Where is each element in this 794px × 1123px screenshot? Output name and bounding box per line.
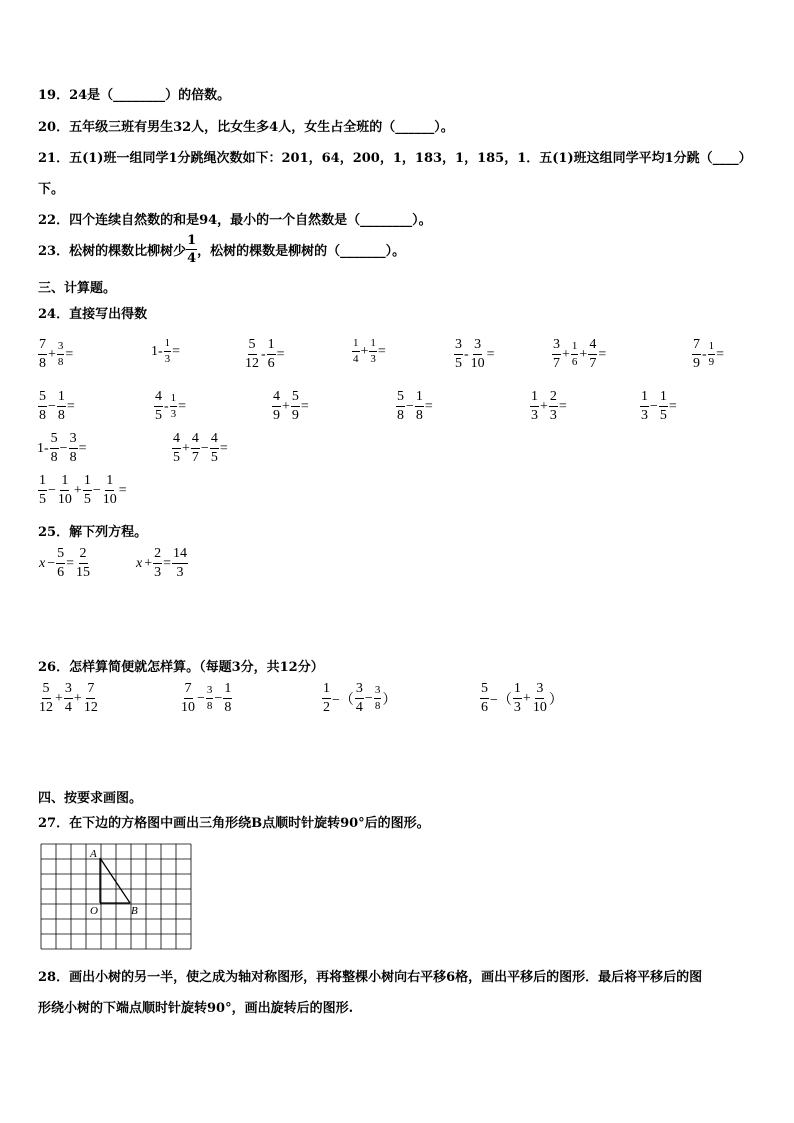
fraction-denominator: 10	[57, 492, 72, 507]
fraction	[272, 390, 281, 423]
fraction-numerator: 1	[659, 390, 668, 407]
math-expression	[692, 338, 725, 371]
fraction	[191, 432, 200, 465]
math-operator: =	[66, 555, 75, 571]
fraction-numerator: 3	[64, 682, 73, 699]
math-operator: +	[282, 398, 290, 414]
fraction	[57, 474, 73, 507]
math-operator: =	[424, 398, 433, 414]
fraction-denominator: 3	[370, 353, 376, 365]
math-operator: -	[464, 346, 469, 362]
section-4-heading: 四、按要求画图。	[38, 791, 143, 806]
fraction	[172, 432, 181, 465]
fraction	[223, 682, 232, 715]
math-operator: −（	[490, 692, 512, 708]
fraction-numerator: 7	[692, 338, 701, 355]
fraction-numerator: 3	[374, 685, 382, 699]
math-operator: +	[579, 346, 588, 362]
fraction-denominator: 12	[83, 700, 98, 715]
fraction-numerator: 1	[38, 474, 47, 491]
grid-lines	[41, 844, 191, 949]
fraction-numerator: 3	[69, 432, 78, 449]
fraction	[38, 474, 47, 507]
fraction-denominator: 3	[513, 700, 521, 715]
fraction-numerator: 1	[708, 341, 716, 355]
fraction	[415, 390, 424, 423]
math-operator: x	[136, 555, 143, 571]
fraction-denominator: 8	[374, 700, 381, 712]
math-operator: −	[92, 482, 101, 498]
math-expression	[454, 338, 496, 371]
math-operator: 1-	[37, 440, 49, 456]
fraction	[369, 338, 377, 365]
fraction	[571, 341, 579, 368]
fraction-denominator: 6	[267, 356, 275, 371]
math-operator: −	[59, 440, 68, 456]
math-expression	[38, 682, 99, 715]
fraction-denominator: 7	[191, 450, 199, 465]
fraction	[530, 390, 539, 423]
math-expression	[244, 338, 286, 371]
fraction	[480, 682, 489, 715]
math-operator: =	[377, 343, 386, 359]
question-22: 22．四个连续自然数的和是94，最小的一个自然数是（________）。	[38, 213, 432, 228]
point-o-label: O	[90, 905, 98, 917]
fraction	[38, 682, 54, 715]
fraction	[172, 547, 188, 580]
fraction-denominator: 12	[39, 700, 53, 715]
math-operator: −	[650, 398, 658, 414]
fraction-numerator: 1	[223, 682, 232, 699]
fraction	[532, 682, 548, 715]
fraction	[267, 338, 276, 371]
fraction	[588, 338, 597, 371]
math-expression	[172, 432, 229, 465]
fraction-denominator: 3	[164, 353, 171, 365]
math-expression	[38, 338, 74, 371]
math-operator: +	[144, 555, 153, 571]
math-operator: =	[163, 555, 172, 571]
math-operator: =	[65, 346, 74, 362]
math-operator: −（	[332, 692, 354, 708]
fraction-denominator: 8	[50, 450, 58, 465]
math-operator: =	[716, 346, 725, 362]
math-operator: −	[364, 690, 373, 706]
math-operator: −	[200, 440, 209, 456]
fraction	[322, 682, 331, 715]
math-operator: -	[164, 398, 169, 414]
fraction-denominator: 5	[210, 450, 218, 465]
fraction-numerator: 1	[83, 474, 92, 491]
question-28-line-1: 28．画出小树的另一半，使之成为轴对称图形，再将整棵小树向右平移6格，画出平移后的图形．最后将平移后的图	[38, 970, 703, 985]
fraction-numerator: 1	[352, 338, 360, 352]
fraction-denominator: 9	[708, 356, 715, 368]
fraction-denominator: 4	[353, 353, 359, 365]
fraction-numerator: 4	[191, 432, 200, 449]
fraction-denominator: 5	[39, 492, 46, 507]
question-21-continued: 下。	[38, 182, 65, 197]
math-expression	[552, 338, 607, 371]
math-operator: =	[118, 482, 127, 498]
math-operator: x	[39, 555, 46, 571]
fraction-denominator: 5	[173, 450, 180, 465]
fraction	[56, 547, 65, 580]
fraction-denominator: 5	[455, 356, 462, 371]
math-expression	[38, 547, 91, 580]
question-23-post: ，松树的棵数是柳树的（_______）。	[197, 244, 406, 259]
fraction-denominator: 8	[69, 450, 77, 465]
question-20: 20．五年级三班有男生32人，比女生多4人，女生占全班的（______）。	[38, 120, 454, 135]
fraction	[57, 341, 65, 368]
fraction-numerator: 2	[153, 547, 162, 564]
math-expression	[38, 474, 128, 507]
fraction-denominator: 4	[64, 700, 72, 715]
fraction-numerator: 2	[549, 390, 558, 407]
fraction-denominator: 7	[589, 356, 597, 371]
fraction-denominator: 3	[170, 408, 177, 420]
fraction-numerator: 4	[172, 432, 181, 449]
fraction	[38, 338, 47, 371]
fraction-denominator: 9	[693, 356, 700, 371]
fraction	[153, 547, 162, 580]
math-operator: -	[702, 346, 707, 362]
fraction	[180, 682, 196, 715]
fraction	[83, 474, 92, 507]
fraction	[470, 338, 486, 371]
fraction-denominator: 12	[245, 356, 259, 371]
fraction-denominator: 4	[187, 251, 197, 266]
math-expression	[396, 390, 434, 423]
fraction-numerator: 5	[396, 390, 405, 407]
math-expression	[135, 547, 188, 580]
fraction	[549, 390, 558, 423]
fraction-denominator: 2	[323, 700, 330, 715]
fraction-numerator: 1	[57, 390, 66, 407]
math-operator: =	[300, 398, 309, 414]
fraction-numerator: 4	[272, 390, 281, 407]
fraction	[64, 682, 73, 715]
math-operator: +	[540, 398, 548, 414]
fraction-numerator: 1	[164, 338, 172, 352]
fraction-numerator: 1	[60, 474, 69, 491]
fraction-numerator: 4	[210, 432, 219, 449]
fraction	[692, 338, 701, 371]
fraction-denominator: 9	[273, 408, 280, 423]
fraction-denominator: 4	[355, 700, 363, 715]
fraction	[355, 682, 364, 715]
math-operator: +	[562, 346, 570, 362]
math-expression	[322, 682, 397, 715]
fraction-numerator: 1	[322, 682, 331, 699]
fraction-denominator: 15	[76, 565, 91, 580]
math-operator: −	[47, 555, 56, 571]
fraction-denominator: 3	[154, 565, 162, 580]
fraction	[513, 682, 522, 715]
fraction	[640, 390, 649, 423]
triangle-side-ab	[100, 858, 130, 903]
math-expression	[36, 432, 87, 465]
math-expression	[640, 390, 678, 423]
math-operator: +	[73, 690, 82, 706]
fraction-denominator: 8	[57, 408, 65, 423]
fraction-numerator: 3	[57, 341, 65, 355]
fraction-denominator: 7	[553, 356, 560, 371]
math-expression	[154, 390, 187, 423]
fraction	[57, 390, 66, 423]
fraction	[291, 390, 300, 423]
fraction-denominator: 3	[531, 408, 538, 423]
math-operator: −	[197, 690, 205, 706]
fraction-numerator: 3	[206, 685, 214, 699]
fraction-denominator: 8	[415, 408, 423, 423]
fraction-denominator: 5	[659, 408, 667, 423]
math-operator: −	[48, 398, 56, 414]
fraction-denominator: 10	[532, 700, 547, 715]
math-expression	[150, 338, 181, 365]
math-operator: -	[261, 346, 266, 362]
math-expression	[38, 390, 76, 423]
fraction-numerator: 14	[172, 547, 188, 564]
fraction-denominator: 8	[39, 356, 46, 371]
fraction-numerator: 4	[588, 338, 597, 355]
math-operator: +	[522, 690, 531, 706]
fraction	[75, 547, 91, 580]
math-operator: =	[219, 440, 228, 456]
fraction-numerator: 5	[50, 432, 59, 449]
math-operator: +	[182, 440, 190, 456]
question-23-pre: 23．松树的棵数比柳树少	[38, 244, 187, 259]
fraction	[210, 432, 219, 465]
fraction-numerator: 5	[291, 390, 300, 407]
fraction-denominator: 8	[224, 700, 232, 715]
fraction	[552, 338, 561, 371]
fraction-denominator: 9	[291, 408, 299, 423]
fraction	[154, 390, 163, 423]
fraction-numerator: 1	[640, 390, 649, 407]
fraction-numerator: 7	[86, 682, 95, 699]
section-3-heading: 三、计算题。	[38, 281, 117, 296]
math-operator: +	[48, 346, 56, 362]
fraction-numerator: 1	[530, 390, 539, 407]
fraction-denominator: 8	[39, 408, 46, 423]
math-operator: +	[360, 343, 369, 359]
question-23	[38, 234, 405, 265]
math-operator: ）	[548, 692, 563, 708]
fraction	[659, 390, 668, 423]
fraction-denominator: 6	[57, 565, 65, 580]
fraction-numerator: 1	[415, 390, 424, 407]
fraction-denominator: 5	[83, 492, 91, 507]
math-expression	[352, 338, 387, 365]
fraction	[454, 338, 463, 371]
fraction-numerator: 1	[105, 474, 114, 491]
fraction-numerator: 3	[535, 682, 544, 699]
fraction-denominator: 8	[206, 700, 213, 712]
fraction-numerator: 1	[369, 338, 377, 352]
fraction-numerator: 5	[42, 682, 51, 699]
point-b-label: B	[131, 905, 138, 917]
question-19: 19．24是（________）的倍数。	[38, 88, 231, 103]
math-operator: −	[214, 690, 223, 706]
fraction-denominator: 10	[181, 700, 195, 715]
fraction-numerator: 1	[571, 341, 579, 355]
fraction-denominator: 6	[571, 356, 578, 368]
question-28-line-2: 形绕小树的下端点顺时针旋转90°，画出旋转后的图形.	[38, 1001, 354, 1016]
fraction-numerator: 4	[154, 390, 163, 407]
math-expression	[480, 682, 564, 715]
fraction	[38, 390, 47, 423]
fraction-numerator: 1	[170, 393, 178, 407]
fraction	[244, 338, 260, 371]
math-operator: =	[172, 343, 181, 359]
fraction-numerator: 5	[56, 547, 65, 564]
fraction	[83, 682, 99, 715]
question-27: 27．在下边的方格图中画出三角形绕B点顺时针旋转90°后的图形。	[38, 816, 430, 831]
fraction-numerator: 1	[187, 233, 197, 248]
fraction	[164, 338, 172, 365]
question-24: 24．直接写出得数	[38, 307, 148, 322]
fraction	[708, 341, 716, 368]
rotation-grid	[40, 843, 194, 951]
fraction-denominator: 3	[176, 565, 184, 580]
fraction-denominator: 10	[470, 356, 485, 371]
math-operator: 1-	[151, 343, 163, 359]
fraction-numerator: 5	[248, 338, 257, 355]
fraction	[170, 393, 178, 420]
fraction	[50, 432, 59, 465]
fraction-denominator: 5	[155, 408, 162, 423]
fraction-denominator: 3	[641, 408, 648, 423]
fraction-numerator: 3	[454, 338, 463, 355]
math-operator: =	[178, 398, 187, 414]
fraction	[352, 338, 360, 365]
fraction-numerator: 3	[552, 338, 561, 355]
math-operator: +	[73, 482, 82, 498]
question-25: 25．解下列方程。	[38, 525, 148, 540]
math-operator: =	[598, 346, 607, 362]
fraction-denominator: 10	[102, 492, 117, 507]
question-23-fraction	[186, 234, 197, 265]
fraction-numerator: 5	[38, 390, 47, 407]
math-expression	[180, 682, 232, 715]
math-operator: =	[558, 398, 567, 414]
question-21: 21．五(1)班一组同学1分跳绳次数如下：201，64，200，1，183，1，185，1．五(1)班这组同学平均1分跳（____）	[38, 151, 752, 166]
math-expression	[530, 390, 568, 423]
fraction-numerator: 5	[480, 682, 489, 699]
math-operator: =	[276, 346, 285, 362]
math-operator: ）	[382, 692, 397, 708]
fraction-numerator: 7	[38, 338, 47, 355]
math-operator: +	[55, 690, 63, 706]
math-expression	[272, 390, 310, 423]
fraction-numerator: 2	[79, 547, 88, 564]
point-a-label: A	[90, 848, 97, 860]
math-operator: =	[66, 398, 75, 414]
math-operator: −	[48, 482, 56, 498]
fraction-numerator: 3	[355, 682, 364, 699]
fraction	[69, 432, 78, 465]
fraction	[102, 474, 118, 507]
fraction-denominator: 8	[397, 408, 404, 423]
fraction-numerator: 7	[184, 682, 193, 699]
fraction-numerator: 1	[513, 682, 522, 699]
fraction-numerator: 1	[267, 338, 276, 355]
fraction-numerator: 3	[473, 338, 482, 355]
math-operator: =	[78, 440, 87, 456]
fraction	[374, 685, 382, 712]
math-operator: −	[406, 398, 414, 414]
fraction	[396, 390, 405, 423]
question-26: 26．怎样算简便就怎样算。（每题3分，共12分）	[38, 660, 324, 675]
fraction	[206, 685, 214, 712]
math-operator: =	[486, 346, 495, 362]
math-operator: =	[668, 398, 677, 414]
fraction-denominator: 8	[57, 356, 64, 368]
fraction-denominator: 6	[481, 700, 488, 715]
fraction-denominator: 3	[549, 408, 557, 423]
